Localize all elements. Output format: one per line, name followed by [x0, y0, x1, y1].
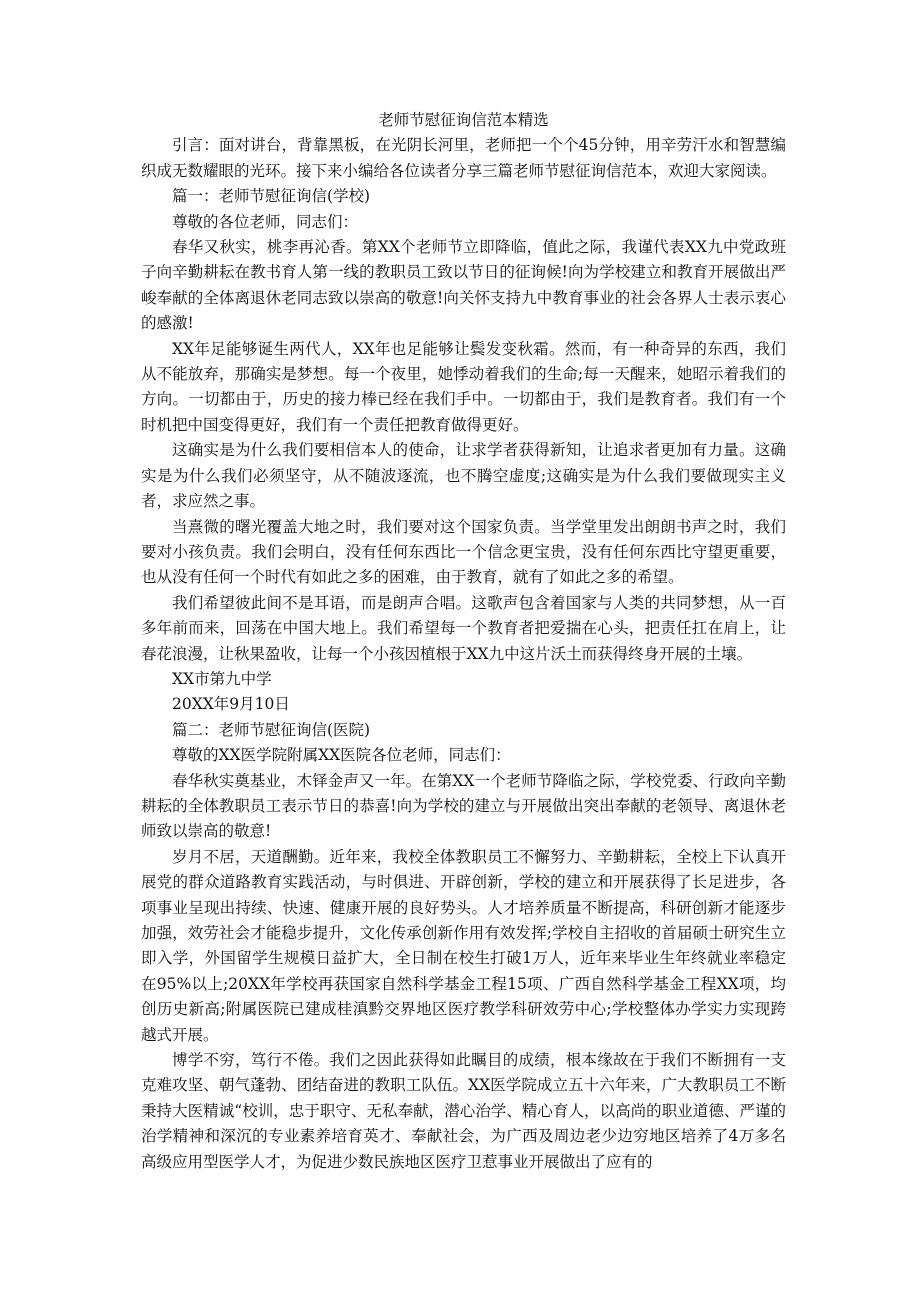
letter2-paragraph-1: 春华秋实奠基业，木铎金声又一年。在第XX一个老师节降临之际，学校党委、行政向辛勤耕耘的全体教职员工表示节日的恭喜!向为学校的建立与开展做出突出奉献的老领导、离退休老师致以崇高的敬意!: [141, 771, 786, 841]
letter1-salutation: 尊敬的各位老师，同志们：: [172, 212, 359, 231]
letter1-paragraph-4: 当熹微的曙光覆盖大地之时，我们要对这个国家负责。当学堂里发出朗朗书声之时，我们要对小孩负责。我们会明白，没有任何东西比一个信念更宝贵，没有任何东西比守望更重要，也从没有任何一个时代有如此之多的困难，由于教育，就有了如此之多的希望。: [141, 517, 786, 587]
letter2-salutation: 尊敬的XX医学院附属XX医院各位老师，同志们：: [172, 746, 511, 765]
letter1-signature: XX市第九中学: [172, 669, 272, 688]
letter1-date: 20XX年9月10日: [172, 695, 290, 714]
letter2-paragraph-3: 博学不穷，笃行不倦。我们之因此获得如此瞩目的成绩，根本缘故在于我们不断拥有一支克难攻坚、朝气蓬勃、团结奋进的教职工队伍。XX医学院成立五十六年来，广大教职员工不断秉持大医精诚“校训，忠于职守、无私奉献，潜心治学、精心育人，以高尚的职业道德、严谨的治学精神和深沉的专业素养培育英才、奉献社会，为广西及周边老少边穷地区培养了4万多名高级应用型医学人才，为促进少数民族地区医疗卫惹事业开展做出了应有的: [141, 1051, 786, 1171]
letter2-heading: 篇二：老师节慰征询信(医院): [172, 720, 371, 739]
document-page: [141, 108, 786, 1175]
letter1-paragraph-5: 我们希望彼此间不是耳语，而是朗声合唱。这歌声包含着国家与人类的共同梦想，从一百多年前而来，回荡在中国大地上。我们希望每一个教育者把爱揣在心头，把责任扛在肩上，让春花浪漫，让秋果盈收，让每一个小孩因植根于XX九中这片沃土而获得终身开展的土壤。: [141, 593, 786, 663]
letter1-heading: 篇一：老师节慰征询信(学校): [172, 187, 371, 206]
letter1-paragraph-3: 这确实是为什么我们要相信本人的使命，让求学者获得新知，让追求者更加有力量。这确实是为什么我们必须坚守，从不随波逐流，也不腾空虚度;这确实是为什么我们要做现实主义者，求应然之事。: [141, 441, 786, 511]
document-title: 老师节慰征询信范本精选: [378, 111, 549, 129]
letter2-paragraph-2: 岁月不居，天道酬勤。近年来，我校全体教职员工不懈努力、辛勤耕耘，全校上下认真开展党的群众道路教育实践活动，与时俱进、开辟创新，学校的建立和开展获得了长足进步，各项事业呈现出持续、快速、健康开展的良好势头。人才培养质量不断提高，科研创新才能逐步加强，效劳社会才能稳步提升，文化传承创新作用有效发挥;学校自主招收的首届硕士研究生立即入学，外国留学生规模日益扩大，全日制在校生打破1万人，近年来毕业生年终就业率稳定在95%以上;20XX年学校再获国家自然科学基金工程15项、广西自然科学基金工程XX项，均创历史新高;附属医院已建成桂滇黔交界地区医疗教学科研效劳中心;学校整体办学实力实现跨越式开展。: [141, 847, 786, 1044]
letter1-paragraph-2: XX年足能够诞生两代人，XX年也足能够让鬓发变秋霜。然而，有一种奇异的东西，我们从不能放弃，那确实是梦想。每一个夜里，她悸动着我们的生命;每一天醒来，她昭示着我们的方向。一切都由于，历史的接力棒已经在我们手中。一切都由于，我们是教育者。我们有一个时机把中国变得更好，我们有一个责任把教育做得更好。: [141, 339, 786, 434]
letter1-paragraph-1: 春华又秋实，桃李再沁香。第XX个老师节立即降临，值此之际，我谨代表XX九中党政班子向辛勤耕耘在教书育人第一线的教职员工致以节日的征询候!向为学校建立和教育开展做出严峻奉献的全体离退休老同志致以崇高的敬意!向关怀支持九中教育事业的社会各界人士表示衷心的感激!: [141, 238, 786, 333]
intro-paragraph: 引言：面对讲台，背靠黑板，在光阴长河里，老师把一个个45分钟，用辛劳汗水和智慧编织成无数耀眼的光环。接下来小编给各位读者分享三篇老师节慰征询信范本，欢迎大家阅读。: [141, 136, 786, 180]
